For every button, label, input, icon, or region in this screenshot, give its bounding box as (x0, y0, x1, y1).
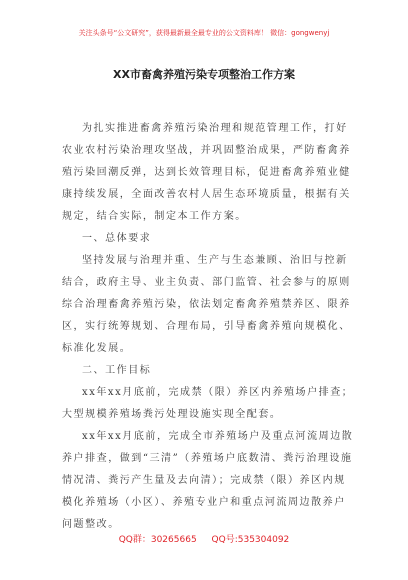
section-heading-requirements: 一、总体要求 (82, 233, 152, 244)
section-heading-goals: 二、工作目标 (82, 365, 152, 376)
goal-paragraph-2: xx年xx月底前，完成全市养殖场户及重点河流周边散养户排查，做到“三清”（养殖场户底数清、粪污治理设施情况清、粪污产生量及去向清）；完成禁（限）养区内规模化养殖场（小区）、养殖专业户和重点河流周边散养户问题整改。 (62, 431, 354, 530)
intro-paragraph: 为扎实推进畜禽养殖污染治理和规范管理工作，打好农业农村污染治理攻坚战，并巩固整治成果，严防畜禽养殖污染回潮反弹，达到长效管理目标，促进畜禽养殖业健康持续发展，全面改善农村人居生态环境质量，根据有关规定，结合实际，制定本工作方案。 (62, 123, 351, 222)
qq-group-number: QQ群：30265665 (118, 535, 197, 545)
document-body (62, 118, 354, 536)
goal-paragraph-1: xx年xx月底前，完成禁（限）养区内养殖场户排查；大型规模养殖场粪污处理设施实现全配套。 (62, 387, 354, 420)
qq-account-number: QQ号:535304092 (211, 535, 290, 545)
requirements-paragraph: 坚持发展与治理并重、生产与生态兼顾、治旧与控新结合，政府主导、业主负责、部门监管、社会参与的原则综合治理畜禽养殖污染，依法划定畜禽养殖禁养区、限养区，实行统筹规划、合理布局，引导畜禽养殖向规模化、标准化发展。 (62, 255, 351, 354)
footer-contact (0, 535, 408, 546)
header-promo-note: 关注头条号“公文研究”，获得最新最全最专业的公文资料库！ 微信：gongwenyj (78, 29, 330, 37)
document-title: XX市畜禽养殖污染专项整治工作方案 (113, 68, 295, 81)
